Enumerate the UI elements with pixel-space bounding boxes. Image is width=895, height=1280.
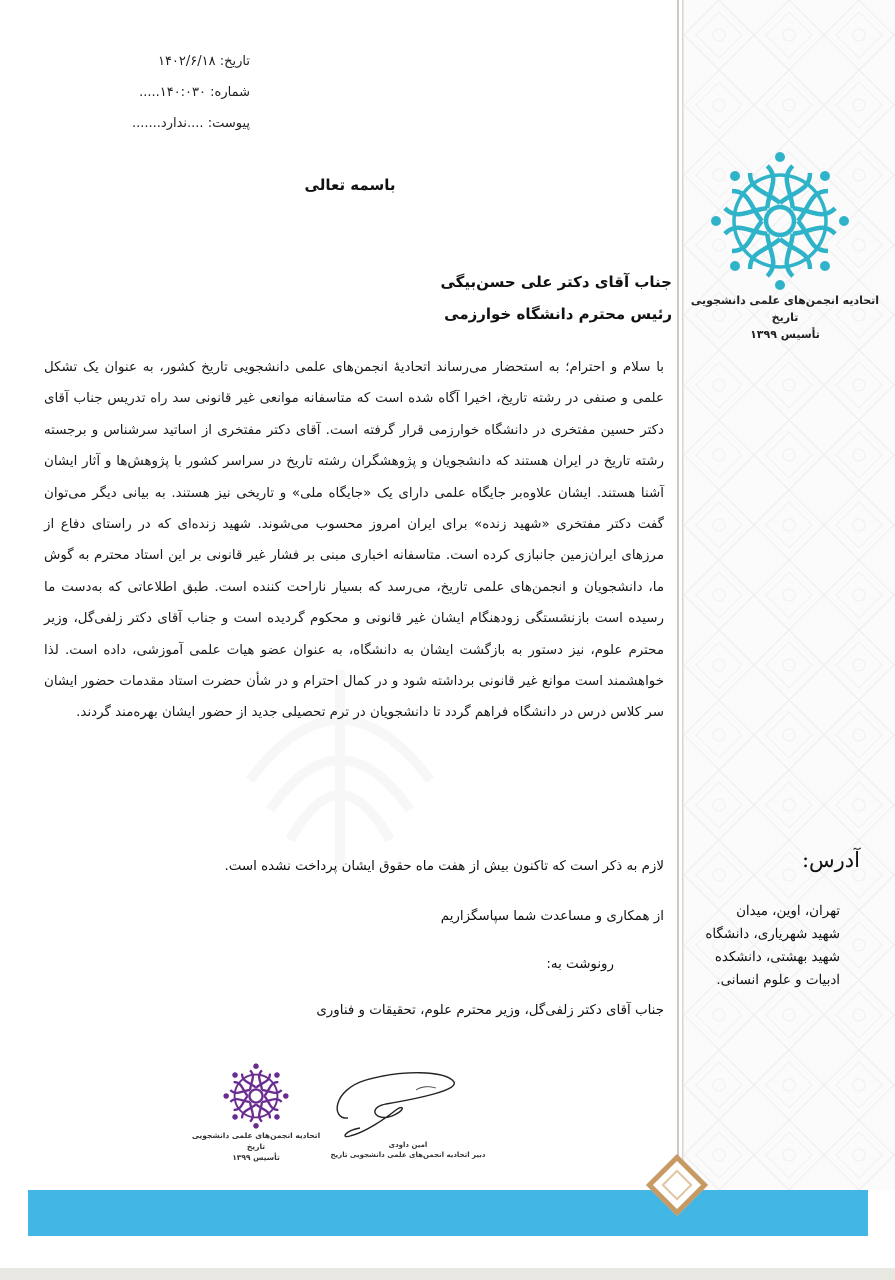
bismillah-heading: باسمه تعالی (304, 176, 396, 194)
attachment-row: پیوست: ....ندارد....... (131, 116, 250, 131)
address-line: شهید بهشتی، دانشکده (714, 950, 840, 965)
organization-logo-caption (690, 292, 880, 343)
signature-drawing (326, 1060, 466, 1150)
salary-note: لازم به ذکر است که تاکنون بیش از هفت ماه حقوق ایشان پرداخت نشده است. (224, 859, 664, 874)
stamp-org-name: اتحادیه انجمن‌های علمی دانشجویی تاریخ (191, 1131, 321, 1151)
address-line: ادبیات و علوم انسانی. (716, 973, 840, 988)
recipient-block (300, 266, 672, 330)
address-block (690, 900, 840, 992)
organization-stamp-logo (222, 1062, 290, 1130)
stamp-founded: تأسیس ۱۳۹۹ (232, 1153, 280, 1162)
number-value: ۱۴۰:۰۳۰ (159, 85, 207, 100)
signer-name: امین داودی (388, 1141, 428, 1149)
address-line: شهید شهریاری، دانشگاه (705, 927, 840, 942)
letter-meta (120, 46, 250, 139)
signer-title: دبیر اتحادیه انجمن‌های علمی دانشجویی تاریخ (330, 1151, 486, 1159)
recipient-name: جناب آقای دکتر علی حسن‌بیگی (440, 273, 672, 291)
stamp-caption (188, 1130, 324, 1163)
signer-block (328, 1140, 488, 1160)
page-bottom-edge (0, 1268, 895, 1280)
date-row (120, 46, 250, 77)
address-title: آدرس: (801, 848, 860, 872)
side-border-line (677, 0, 679, 1190)
number-label: شماره: (210, 85, 250, 100)
attachment-value: ندارد (160, 116, 188, 131)
date-value: ۱۴۰۲/۶/۱۸ (157, 54, 216, 69)
letter-body-paragraph: با سلام و احترام؛ به استحضار می‌رساند اتحادیهٔ انجمن‌های علمی دانشجویی تاریخ کشور، به عنوان یک تشکل علمی و صنفی در رشته تاریخ، اخیرا آگاه شده است که متاسفانه موانعی غیر قانونی سد راه تدریس جناب آقای دکتر حسین مفتخری در دانشگاه خوارزمی قرار گرفته است. آقای دکتر مفتخری از اساتید سرشناس و برجسته رشته تاریخ در ایران هستند که دانشجویان و پژوهشگران رشته تاریخ در سراسر کشور با پژوهش‌ها و آثار ایشان آشنا هستند. ایشان علاوه‌بر جایگاه علمی دارای یک «جایگاه ملی» و تاریخی نیز هستند. به بیانی دیگر می‌توان گفت دکتر مفتخری «شهید زنده» برای ایران امروز محسوب می‌شوند. شهید زنده‌ای که در راستای دفاع از مرزهای ایران‌زمین جانبازی کرده است. متاسفانه اخباری مبنی بر فشار غیر قانونی بر این استاد محترم به گوش ما، دانشجویان و انجمن‌های علمی تاریخ، می‌رسد که بسیار ناراحت کننده است. طبق اطلاعاتی که به‌دست ما رسیده است بازنشستگی زودهنگام ایشان غیر قانونی و محکوم گردیده است و جناب آقای دکتر زلفی‌گل، وزیر محترم علوم، نیز دستور به بازگشت ایشان به دانشگاه، به عنوان عضو هیات علمی آموزشی، داده است. لذا خواهشمند است موانع غیر قانونی برداشته شود و در کمال احترام و در شأن حضرت استاد مقدمات حضور ایشان سر کلاس درس در دانشگاه فراهم گردد تا دانشجویان در ترم تحصیلی جدید از حضور ایشان بهره‌مند گردند. (44, 360, 664, 721)
date-label: تاریخ: (219, 54, 250, 69)
organization-name: اتحادیه انجمن‌های علمی دانشجویی تاریخ (690, 294, 880, 324)
footer-blue-band (28, 1190, 868, 1236)
closing-thanks: از همکاری و مساعدت شما سپاسگزاریم (440, 909, 664, 924)
attachment-label: پیوست: (207, 116, 250, 131)
organization-logo (707, 148, 853, 294)
cc-recipient: جناب آقای دکتر زلفی‌گل، وزیر محترم علوم، تحقیقات و فناوری (316, 1003, 664, 1018)
organization-founded: تأسیس ۱۳۹۹ (750, 328, 820, 341)
number-row: شماره: ۱۴۰:۰۳۰..... (139, 85, 250, 100)
recipient-title: رئیس محترم دانشگاه خوارزمی (444, 305, 672, 323)
address-line: تهران، اوین، میدان (736, 904, 840, 919)
cc-label: رونوشت به: (546, 957, 614, 972)
